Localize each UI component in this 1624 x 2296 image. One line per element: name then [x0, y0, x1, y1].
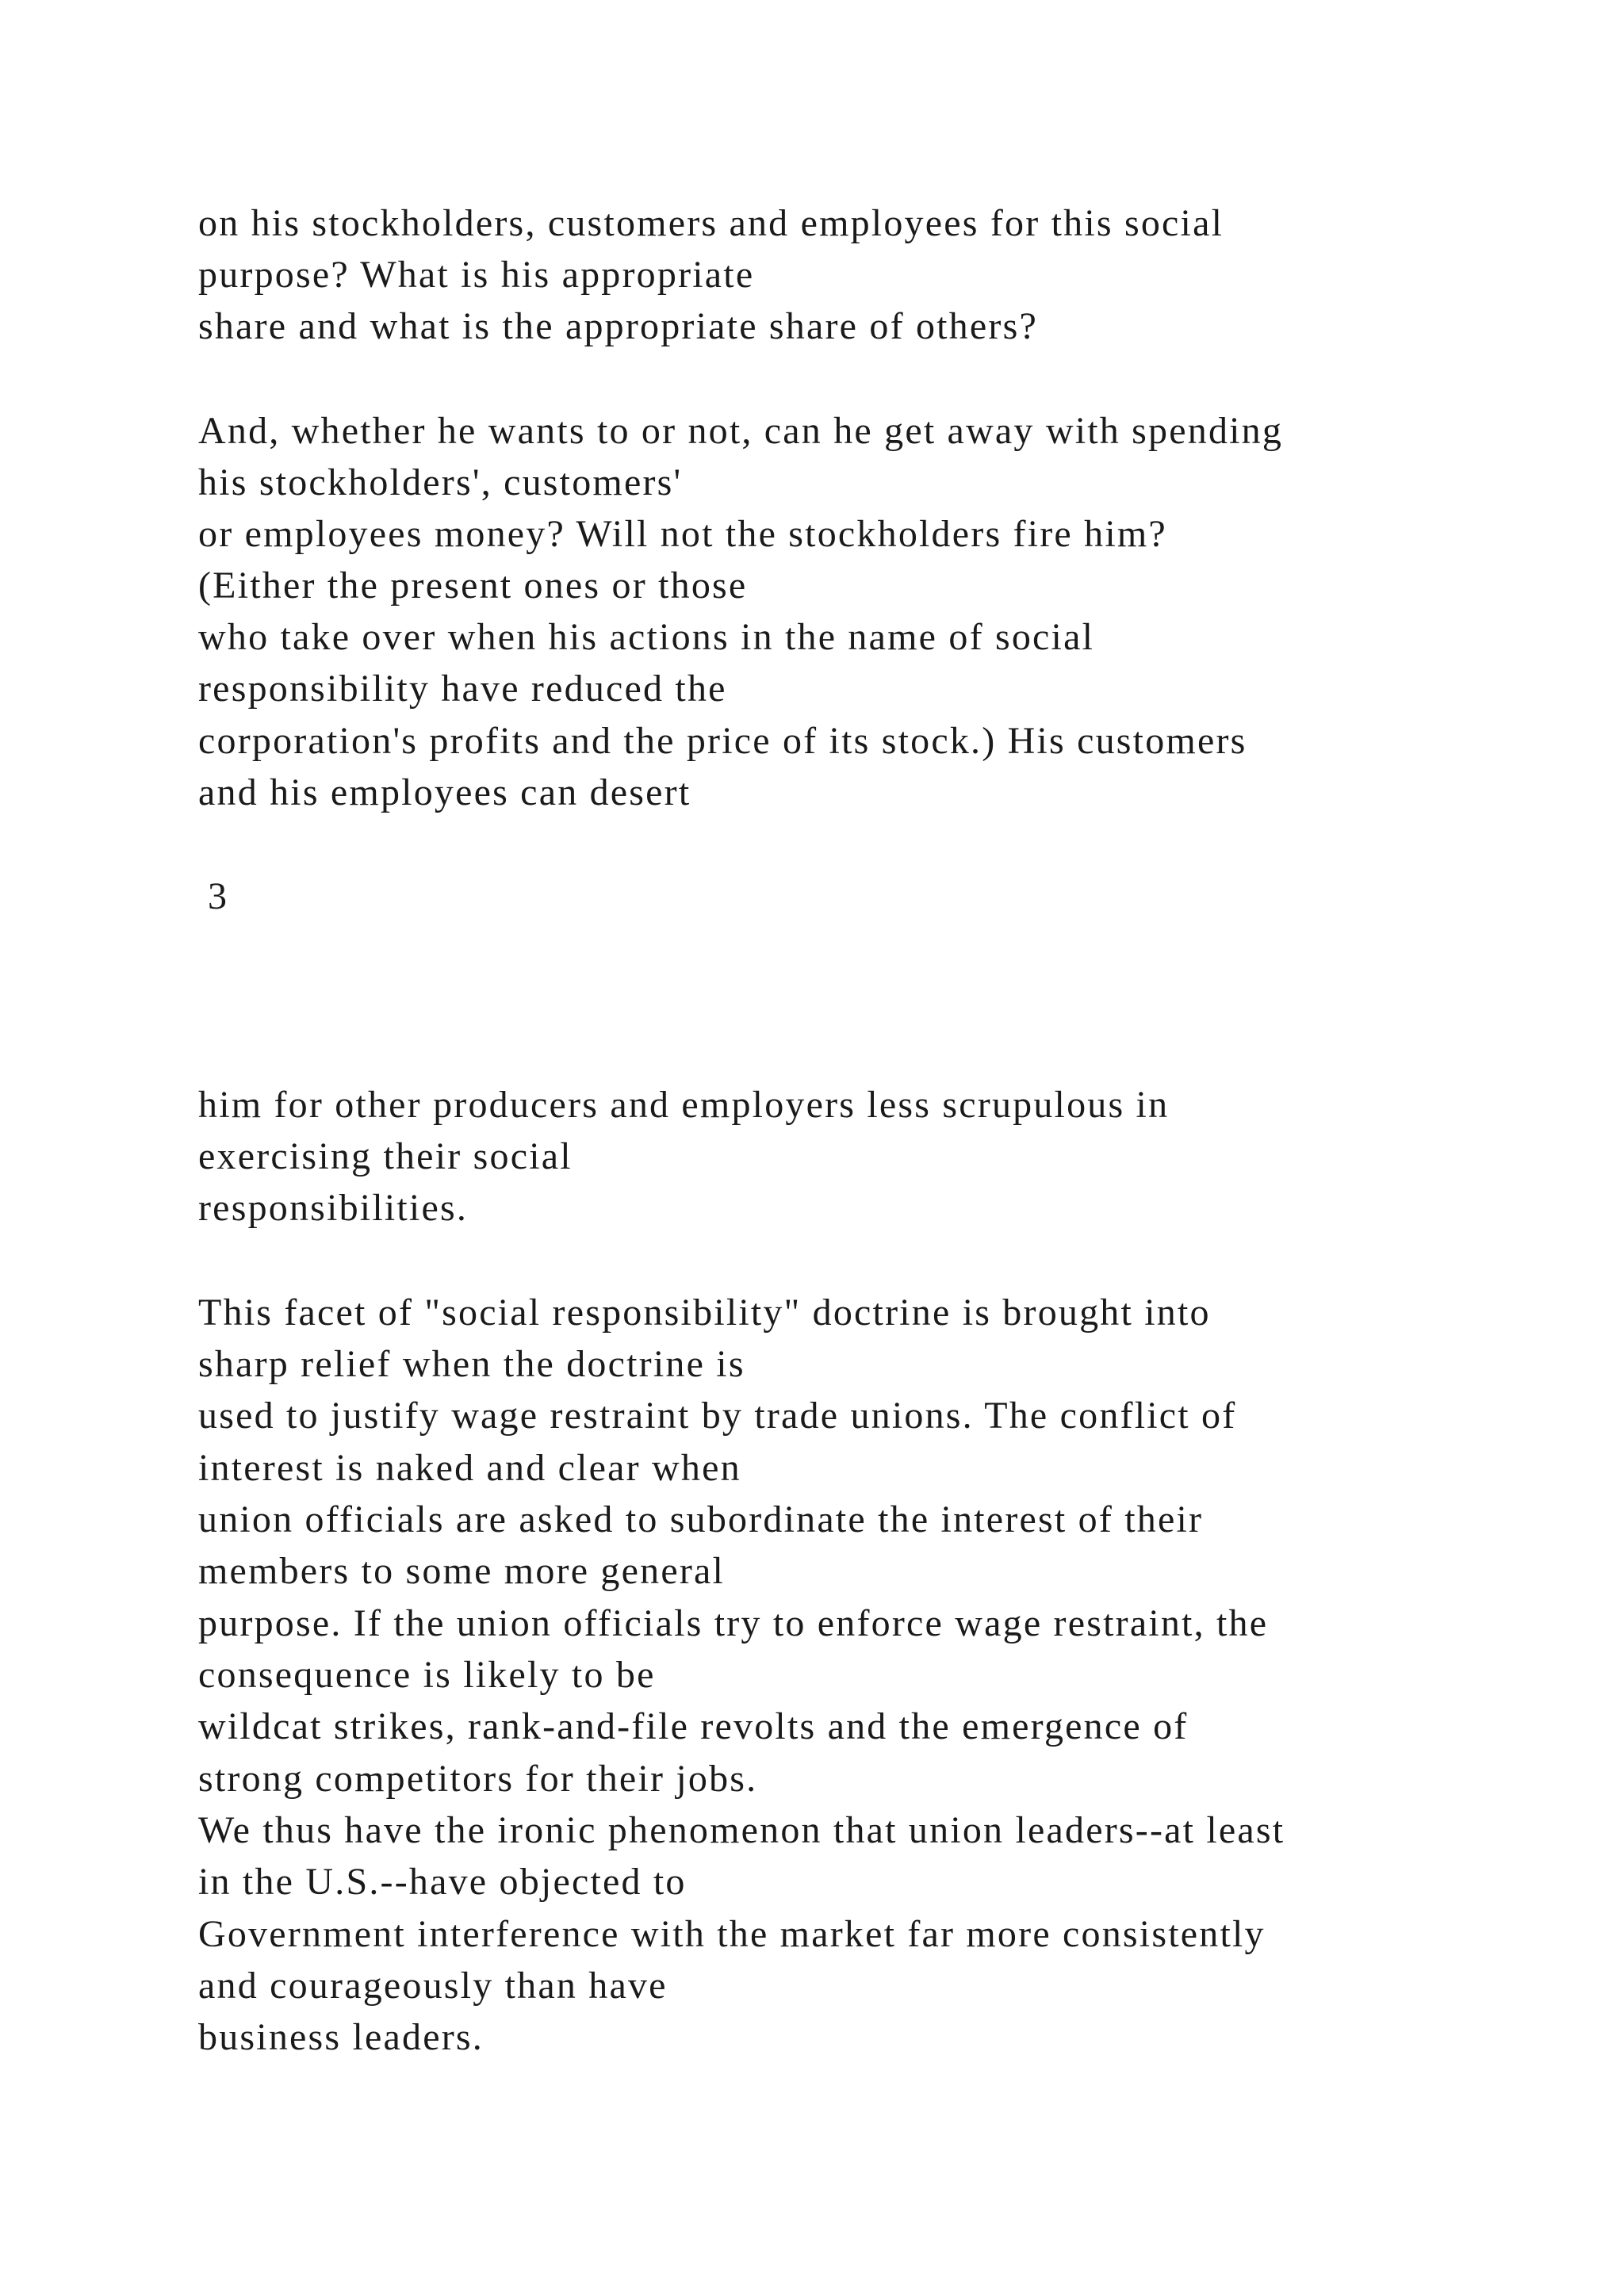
text-line: We thus have the ironic phenomenon that union leaders--at least [198, 1809, 1285, 1851]
text-line: responsibilities. [198, 1187, 469, 1229]
text-line: members to some more general [198, 1550, 726, 1592]
text-line: wildcat strikes, rank-and-file revolts and the emergence of [198, 1705, 1189, 1747]
text-line: or employees money? Will not the stockholders fire him? [198, 513, 1167, 555]
text-line: corporation's profits and the price of its stock.) His customers [198, 720, 1247, 762]
text-line: consequence is likely to be [198, 1654, 656, 1696]
text-line: in the U.S.--have objected to [198, 1861, 687, 1903]
text-line: sharp relief when the doctrine is [198, 1343, 745, 1385]
text-line: And, whether he wants to or not, can he get away with spending [198, 410, 1284, 452]
text-line: who take over when his actions in the name of social [198, 616, 1095, 658]
text-line: union officials are asked to subordinate the interest of their [198, 1498, 1204, 1540]
text-line: purpose? What is his appropriate [198, 254, 755, 296]
text-line: interest is naked and clear when [198, 1447, 741, 1489]
text-line: purpose. If the union officials try to enforce wage restraint, the [198, 1602, 1269, 1644]
page-number: 3 [208, 875, 227, 917]
text-line: him for other producers and employers less scrupulous in [198, 1084, 1170, 1126]
text-line: (Either the present ones or those [198, 564, 748, 607]
text-line: strong competitors for their jobs. [198, 1758, 758, 1800]
text-line: business leaders. [198, 2016, 484, 2058]
text-line: on his stockholders, customers and employees for this social [198, 202, 1224, 244]
text-line: used to justify wage restraint by trade unions. The conflict of [198, 1395, 1237, 1437]
text-line: and his employees can desert [198, 771, 691, 813]
text-line: and courageously than have [198, 1965, 668, 2007]
text-line: share and what is the appropriate share of others? [198, 305, 1038, 347]
text-line: This facet of "social responsibility" doctrine is brought into [198, 1292, 1211, 1334]
text-line: his stockholders', customers' [198, 461, 683, 503]
text-line: responsibility have reduced the [198, 668, 727, 710]
text-line: exercising their social [198, 1135, 573, 1177]
text-line: Government interference with the market far more consistently [198, 1913, 1266, 1955]
